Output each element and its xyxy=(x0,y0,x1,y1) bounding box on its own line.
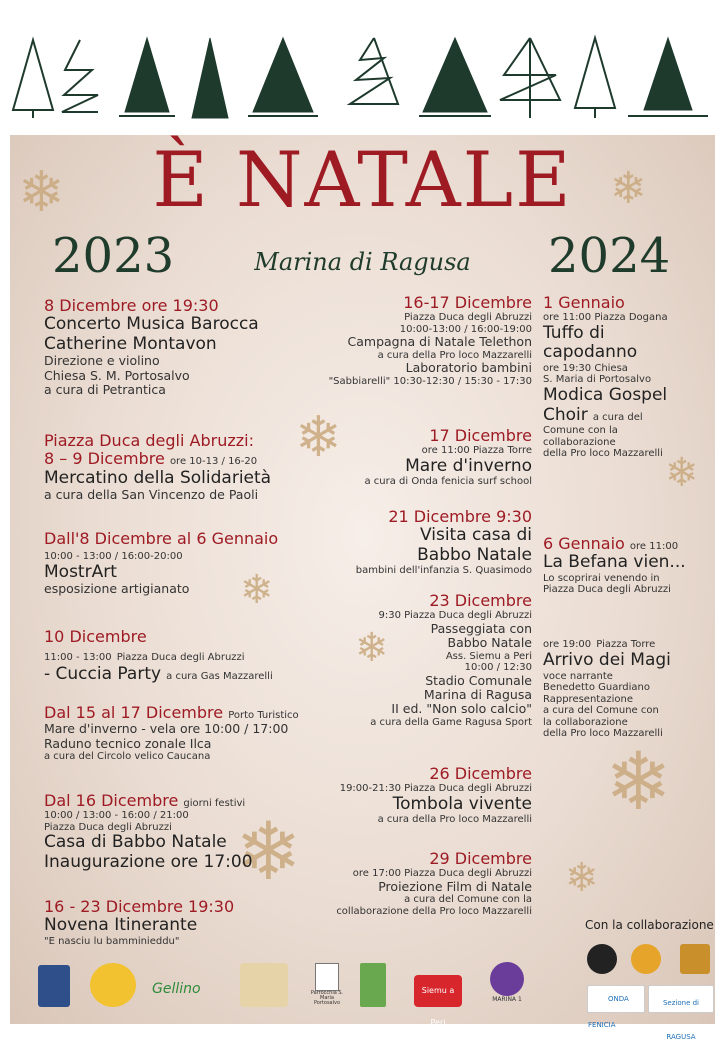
snowflake-icon: ❄ xyxy=(240,567,274,613)
event-mare-inverno: 17 Dicembre ore 11:00 Piazza Torre Mare d'inverno a cura di Onda fenicia surf school xyxy=(364,426,532,488)
association-logo xyxy=(240,963,288,1007)
ragusa-section-logo: Sezione di RAGUSA xyxy=(648,985,714,1013)
event-proiezione-film: 29 Dicembre ore 17:00 Piazza Duca degli Abruzzi Proiezione Film di Natale a cura del Comune con la collaborazione della Pro loco Mazzarelli xyxy=(336,849,532,917)
year-left: 2023 xyxy=(52,228,175,284)
gellino-logo: Gellino xyxy=(152,981,201,997)
event-mercatino: Piazza Duca degli Abruzzi: 8 – 9 Dicembre ore 10-13 / 16-20 Mercatino della Solidarietà a cura della San Vincenzo de Paoli xyxy=(44,431,272,503)
tree-icon xyxy=(62,40,98,112)
sponsor-logo xyxy=(631,944,661,974)
tree-icon xyxy=(500,38,560,118)
snowflake-icon: ❄ xyxy=(18,160,65,225)
tree-icon xyxy=(350,38,398,104)
event-date: 8 Dicembre ore 19:30 xyxy=(44,296,219,315)
snowflake-icon: ❄ xyxy=(565,855,599,901)
siemu-a-peri-logo: Siemu a Peri xyxy=(414,975,462,1007)
tree-icon xyxy=(248,38,318,116)
snowflake-icon: ❄ xyxy=(610,163,647,214)
sponsor-logo xyxy=(587,944,617,974)
onda-fenicia-logo: ONDA FENICIA xyxy=(587,985,645,1013)
pro-loco-logo xyxy=(90,963,136,1007)
location-subtitle: Marina di Ragusa xyxy=(254,248,471,276)
ragusa-coat-of-arms-logo xyxy=(38,965,70,1007)
tree-icon xyxy=(419,38,491,116)
tree-icon xyxy=(575,38,615,118)
event-casa-babbo-natale: Dal 16 Dicembre giorni festivi 10:00 / 13:00 - 16:00 / 21:00 Piazza Duca degli Abruzzi Casa di Babbo Natale Inaugurazione ore 17:00 xyxy=(44,791,253,872)
snowflake-icon: ❄ xyxy=(235,805,303,898)
snowflake-icon: ❄ xyxy=(295,405,342,470)
event-mare-inverno-vela: Dal 15 al 17 Dicembre Porto Turistico Mare d'inverno - vela ore 10:00 / 17:00 Raduno tecnico zonale Ilca a cura del Circolo velico Caucana xyxy=(44,703,299,763)
christmas-trees-banner xyxy=(0,0,725,130)
sponsor-logo xyxy=(680,944,710,974)
event-passeggiata: 23 Dicembre 9:30 Piazza Duca degli Abruzzi Passeggiata con Babbo Natale Ass. Siemu a Peri 10:00 / 12:30 Stadio Comunale Marina di Ragusa II ed. "Non solo calcio" a cura della Game Ragusa Sport xyxy=(370,591,532,728)
scout-logo: MARINA 1 xyxy=(487,962,527,1012)
event-mostrart: Dall'8 Dicembre al 6 Gennaio 10:00 - 13:00 / 16:00-20:00 MostrArt esposizione artigianato xyxy=(44,529,279,597)
event-capodanno: 1 Gennaio ore 11:00 Piazza Dogana Tuffo di capodanno ore 19:30 Chiesa S. Maria di Portosalvo Modica Gospel Choir a cura del Comune con la collaborazione della Pro loco Mazzarelli xyxy=(543,293,668,460)
event-concerto: 8 Dicembre ore 19:30 Concerto Musica Barocca Catherine Montavon Direzione e violino Chiesa S. M. Portosalvo a cura di Petrantica xyxy=(44,297,304,398)
event-befana: 6 Gennaio ore 11:00 La Befana vien... Lo scoprirai venendo in Piazza Duca degli Abruzzi xyxy=(543,534,686,596)
tree-icon xyxy=(13,40,53,118)
page-title: È NATALE xyxy=(152,135,573,224)
event-visita-babbo-natale: 21 Dicembre 9:30 Visita casa di Babbo Natale bambini dell'infanzia S. Quasimodo xyxy=(355,507,532,577)
parish-logo: Parrocchia S. Maria Portosalvo xyxy=(310,963,344,1011)
collaboration-label: Con la collaborazione xyxy=(585,918,714,932)
snowflake-icon: ❄ xyxy=(605,735,673,828)
snowflake-icon: ❄ xyxy=(355,625,389,671)
event-cuccia-party: 10 Dicembre 11:00 - 13:00 Piazza Duca degli Abruzzi - Cuccia Party a cura Gas Mazzarelli xyxy=(44,627,273,684)
year-right: 2024 xyxy=(548,228,671,284)
snowflake-icon: ❄ xyxy=(665,450,699,496)
event-telethon: 16-17 Dicembre Piazza Duca degli Abruzzi 10:00-13:00 / 16:00-19:00 Campagna di Natale Telethon a cura della Pro loco Mazzarelli Laboratorio bambini "Sabbiarelli" 10:30-12:30 / 15:30 - 17:30 xyxy=(328,293,532,387)
tree-icon xyxy=(119,38,175,116)
event-arrivo-magi: ore 19:00 Piazza Torre Arrivo dei Magi voce narrante Benedetto Guardiano Rappresentazione a cura del Comune con la collaborazione della Pro loco Mazzarelli xyxy=(543,639,671,740)
event-novena: 16 - 23 Dicembre 19:30 Novena Itinerante "E nasciu lu bamminieddu" xyxy=(44,897,235,947)
tree-icon xyxy=(192,38,228,118)
tree-icon xyxy=(628,38,708,116)
leaf-logo xyxy=(360,963,386,1007)
event-tombola: 26 Dicembre 19:00-21:30 Piazza Duca degli Abruzzi Tombola vivente a cura della Pro loco Mazzarelli xyxy=(339,764,532,826)
